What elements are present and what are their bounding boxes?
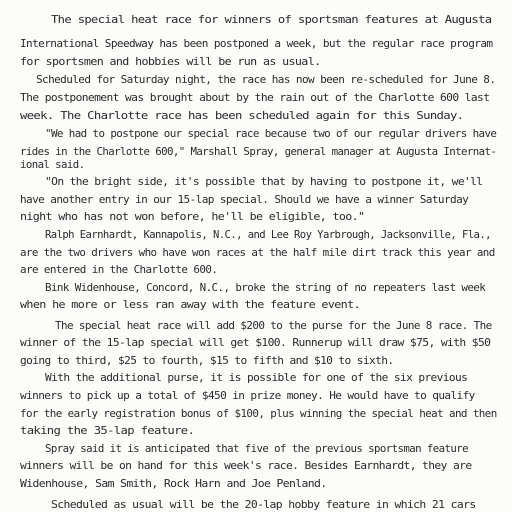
text-line: Spray said it is anticipated that five of the previous sportsman feature [45,444,469,455]
text-line: Scheduled as usual will be the 20-lap hobby feature in which 21 cars [51,500,476,511]
text-line: week. The Charlotte race has been scheduled again for this Sunday. [20,111,464,122]
text-line: when he more or less ran away with the feature event. [20,300,360,311]
text-line: winners will be on hand for this week's race. Besides Earnhardt, they are [20,461,472,472]
text-line: Ralph Earnhardt, Kannapolis, N.C., and Lee Roy Yarbrough, Jacksonville, Fla., [45,230,491,241]
text-line: taking the 35-lap feature. [20,426,195,437]
text-line: for sportsmen and hobbies will be run as usual. [20,57,321,68]
text-line: for the early registration bonus of $100, plus winning the special heat and then [20,409,497,420]
text-line: The special heat race will add $200 to the purse for the June 8 race. The [55,321,492,332]
text-line: are the two drivers who have won races at the half mile dirt track this year and [20,248,495,259]
text-line: have another entry in our 15-lap special. Should we have a winner Saturday [20,195,469,206]
text-line: ional said. [20,160,85,171]
text-line: are entered in the Charlotte 600. [20,265,218,276]
text-line: "We had to postpone our special race because two of our regular drivers have [45,129,497,140]
text-line: Scheduled for Saturday night, the race has now been re-scheduled for June 8. [36,75,496,86]
text-line: International Speedway has been postponed a week, but the regular race program [20,39,493,50]
text-line: winners to pick up a total of $450 in prize money. He would have to qualify [20,391,475,402]
text-line: Bink Widenhouse, Concord, N.C., broke the string of no repeaters last week [45,283,486,294]
text-line: going to third, $25 to fourth, $15 to fifth and $10 to sixth. [20,356,394,367]
text-line: night who has not won before, he'll be eligible, too." [20,212,365,223]
text-line: "On the bright side, it's possible that by having to postpone it, we'll [45,177,483,188]
text-line: rides in the Charlotte 600," Marshall Spray, general manager at Augusta Internat- [20,147,497,158]
text-line: winner of the 15-lap special will get $100. Runnerup will draw $75, with $50 [20,338,491,349]
text-line: Widenhouse, Sam Smith, Rock Harn and Joe Penland. [20,479,327,490]
text-line: The postponement was brought about by the rain out of the Charlotte 600 last [20,93,490,104]
text-line: The special heat race for winners of sportsman features at Augusta [51,15,492,26]
text-line: With the additional purse, it is possible for one of the six previous [45,373,468,384]
